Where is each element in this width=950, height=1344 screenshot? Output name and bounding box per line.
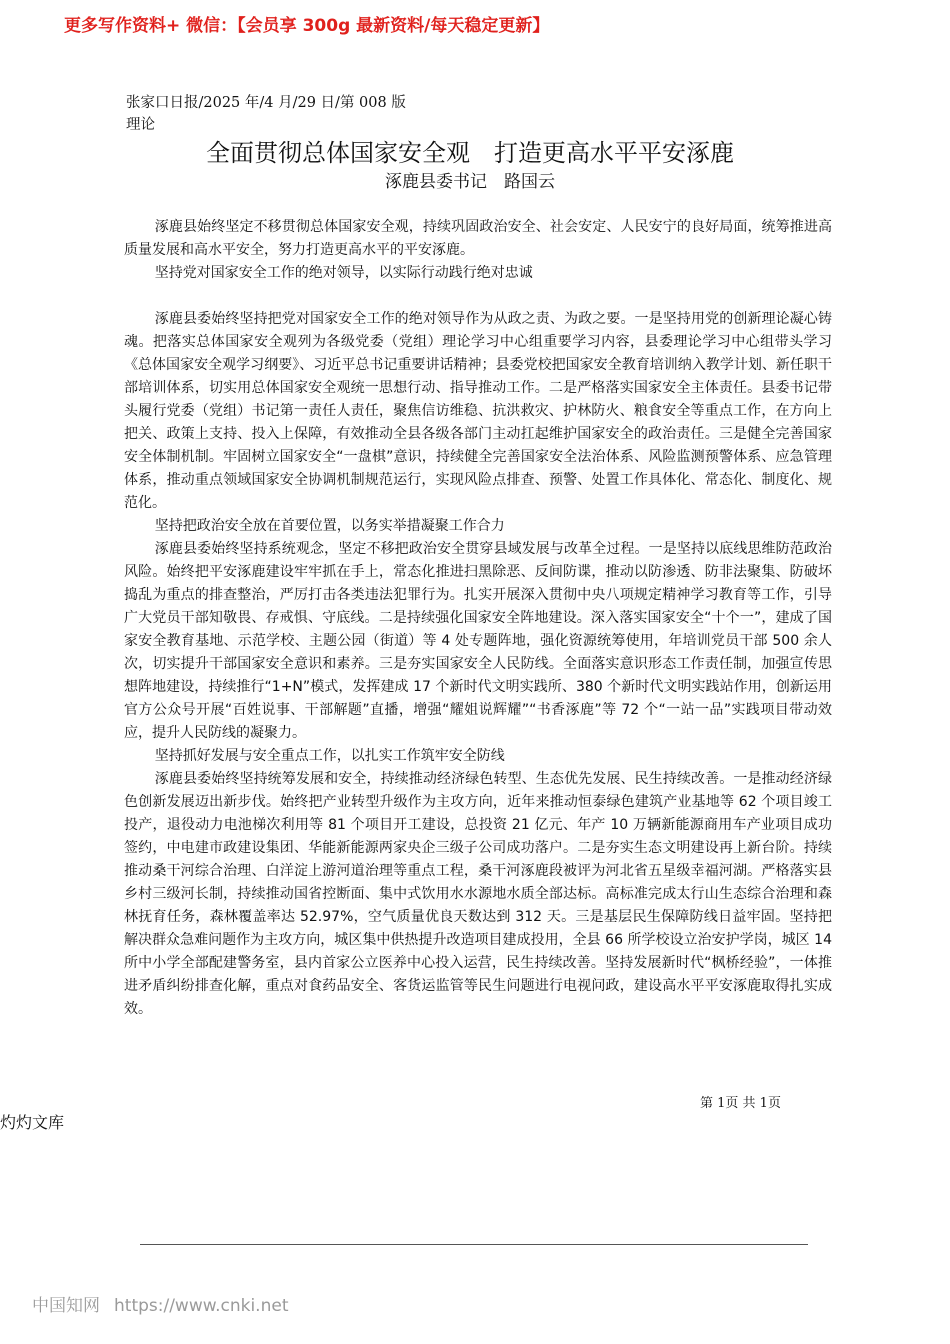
promo-banner: 更多写作资料+ 微信：【会员享 300g 最新资料/每天稳定更新】 xyxy=(64,16,550,36)
section-heading-2: 坚持把政治安全放在首要位置，以务实举措凝聚工作合力 xyxy=(154,518,505,534)
cnki-site-url[interactable]: https://www.cnki.net xyxy=(114,1296,289,1316)
section-heading-3: 坚持抓好发展与安全重点工作，以扎实工作筑牢安全防线 xyxy=(154,748,505,764)
source-line: 张家口日报/2025 年/4 月/29 日/第 008 版理论 xyxy=(126,95,406,133)
article-body xyxy=(124,216,832,1021)
wenku-watermark: 灼灼文库 xyxy=(0,1113,65,1132)
section-heading-1: 坚持党对国家安全工作的绝对领导，以实际行动践行绝对忠诚 xyxy=(154,265,533,281)
footer-divider xyxy=(140,1244,808,1245)
cnki-site-name: 中国知网 xyxy=(32,1296,100,1316)
page-number: 第 1页 共 1页 xyxy=(700,1096,781,1111)
section-paragraph-1: 涿鹿县委始终坚持把党对国家安全工作的绝对领导作为从政之责、为政之要。一是坚持用党的创新理论凝心铸魂。把落实总体国家安全观列为各级党委（党组）理论学习中心组重要学习内容，县委理论学习中心组带头学习《总体国家安全观学习纲要》、习近平总书记重要讲话精神；县委党校把国家安全教育培训纳入教学计划、新任职干部培训体系，切实用总体国家安全观统一思想行动、指导推动工作。二是严格落实国家安全主体责任。县委书记带头履行党委（党组）书记第一责任人责任，聚焦信访维稳、抗洪救灾、护林防火、粮食安全等重点工作，在方向上把关、政策上支持、投入上保障，有效推动全县各级各部门主动扛起维护国家安全的政治责任。三是健全完善国家安全体制机制。牢固树立国家安全“一盘棋”意识，持续健全完善国家安全法治体系、风险监测预警体系、应急管理体系，推动重点领域国家安全协调机制规范运行，实现风险点排查、预警、处置工作具体化、常态化、制度化、规范化。 xyxy=(124,311,832,511)
article-author: 涿鹿县委书记 路国云 xyxy=(385,172,555,192)
section-paragraph-3: 涿鹿县委始终坚持统筹发展和安全，持续推动经济绿色转型、生态优先发展、民生持续改善。一是推动经济绿色创新发展迈出新步伐。始终把产业转型升级作为主攻方向，近年来推动恒泰绿色建筑产业基地等 62 个项目竣工投产，退役动力电池梯次利用等 81 个项目开工建设，总投资 21 亿元、年产 10 万辆新能源商用车产业项目成功签约，中电建市政建设集团、华能新能源两家央企三级子公司成功落户。二是夯实生态文明建设再上新台阶。持续推动桑干河综合治理、白洋淀上游河道治理等重点工程，桑干河涿鹿段被评为河北省五星级幸福河湖。严格落实县乡村三级河长制，持续推动国省控断面、集中式饮用水水源地水质全部达标。高标准完成太行山生态综合治理和森林抚育任务，森林覆盖率达 52.97%，空气质量优良天数达到 312 天。三是基层民生保障防线日益牢固。坚持把解决群众急难问题作为主攻方向，城区集中供热提升改造项目建成投用，全县 66 所学校设立治安护学岗，城区 14 所中小学全部配建警务室，县内首家公立医养中心投入运营，民生持续改善。坚持发展新时代“枫桥经验”，一体推进矛盾纠纷排查化解，重点对食药品安全、客货运监管等民生问题进行电视问政，建设高水平平安涿鹿取得扎实成效。 xyxy=(124,771,832,1017)
article-title: 全面贯彻总体国家安全观 打造更高水平平安涿鹿 xyxy=(206,139,734,167)
section-paragraph-2: 涿鹿县委始终坚持系统观念，坚定不移把政治安全贯穿县域发展与改革全过程。一是坚持以底线思维防范政治风险。始终把平安涿鹿建设牢牢抓在手上，常态化推进扫黑除恶、反间防谍，推动以防渗透、防非法聚集、防破坏捣乱为重点的排查整治，严厉打击各类违法犯罪行为。扎实开展深入贯彻中央八项规定精神学习教育等工作，引导广大党员干部知敬畏、存戒惧、守底线。二是持续强化国家安全阵地建设。深入落实国家安全“十个一”，建成了国家安全教育基地、示范学校、主题公园（街道）等 4 处专题阵地，强化资源统筹使用，年培训党员干部 500 余人次，切实提升干部国家安全意识和素养。三是夯实国家安全人民防线。全面落实意识形态工作责任制，加强宣传思想阵地建设，持续推行“1+N”模式，发挥建成 17 个新时代文明实践所、380 个新时代文明实践站作用，创新运用官方公众号开展“百姓说事、干部解题”直播，增强“耀姐说辉耀”“书香涿鹿”等 72 个“一站一品”实践项目带动效应，提升人民防线的凝聚力。 xyxy=(124,541,832,741)
cnki-footer xyxy=(32,1294,332,1318)
intro-paragraph: 涿鹿县始终坚定不移贯彻总体国家安全观，持续巩固政治安全、社会安定、人民安宁的良好局面，统筹推进高质量发展和高水平安全，努力打造更高水平的平安涿鹿。 xyxy=(124,219,832,258)
